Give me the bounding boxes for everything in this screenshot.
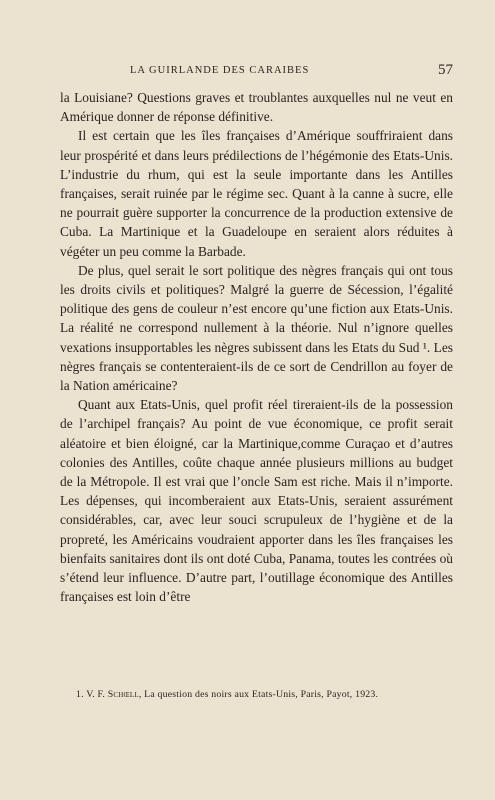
paragraph-iles-francaises: Il est certain que les îles françaises d’Amérique souffriraient dans leur prospérité et dans leurs prédilections de l’hégémonie des Etats-Unis. L’industrie du rhum, qui est la seule importante dans les Antilles françaises, serait ruinée par le régime sec. Quant à la canne à sucre, elle ne pourrait guère supporter la concurrence de la production extensive de Cuba. La Martinique et la Guadeloupe en seraient alors réduites à végéter un peu comme la Barbade. [60, 128, 453, 259]
footnote [60, 689, 453, 700]
paragraph-sort-politique: De plus, quel serait le sort politique des nègres français qui ont tous les droits civils et politiques? Malgré la guerre de Sécession, l’égalité politique des gens de couleur n’est encore qu’une fiction aux Etats-Unis. La réalité ne correspond nullement à la théorie. Nul n’ignore quelles vexations insupportables les nègres subissent dans les Etats du Sud ¹. Les nègres français se contenteraient-ils de ce sort de Cendrillon au foyer de la Nation américaine? [60, 262, 453, 394]
paragraph-profit-etats-unis: Quant aux Etats-Unis, quel profit réel tireraient-ils de la possession de l’archipel français? Au point de vue économique, ce profit serait aléatoire et bien éloigné, car la Martinique,comme Curaçao et d’autres colonies des Antilles, coûte chaque année plusieurs millions au budget de la Métropole. Il est vrai que l’oncle Sam est riche. Mais il n’importe. Les dépenses, qui incomberaient aux Etats-Unis, seraient assurément considérables, car, avec leur souci scrupuleux de l’hygiène et de la propreté, les Américains voudraient apporter dans les îles françaises les bienfaits sanitaires dont ils ont doté Cuba, Panama, toutes les contrées où s’étend leur influence. D’autre part, l’outillage économique des Antilles françaises est loin d’être [60, 397, 453, 605]
body-text [60, 88, 453, 606]
paragraph-continuation: la Louisiane? Questions graves et troublantes auxquelles nul ne veut en Amérique donner de réponse définitive. [60, 90, 453, 125]
footnote-text: , La question des noirs aux Etats-Unis, Paris, Payot, 1923. [138, 689, 379, 700]
footnote-author: Schœll [107, 689, 139, 700]
page-header [60, 62, 453, 82]
page-number: 57 [438, 62, 453, 78]
running-title: LA GUIRLANDE DES CARAIBES [130, 65, 310, 76]
footnote-marker: 1. V. F. [76, 689, 108, 700]
